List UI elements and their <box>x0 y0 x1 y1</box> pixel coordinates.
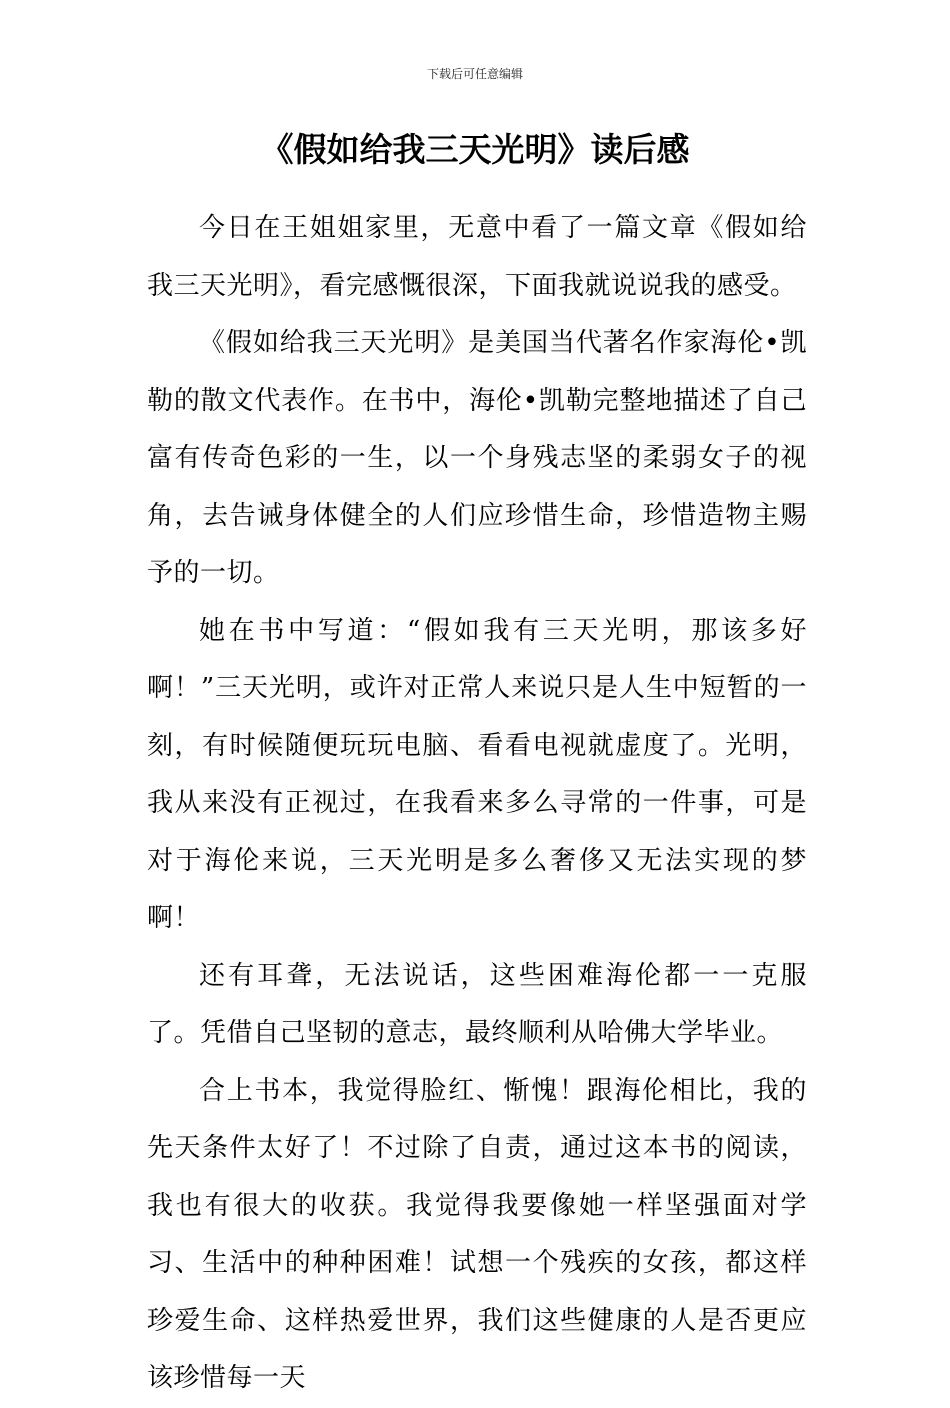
paragraph-1: 今日在王姐姐家里，无意中看了一篇文章《假如给我三天光明》，看完感慨很深，下面我就说说我的感受。 <box>147 213 807 301</box>
paragraph-5: 合上书本，我觉得脸红、惭愧！跟海伦相比，我的先天条件太好了！不过除了自责，通过这本书的阅读，我也有很大的收获。我觉得我要像她一样坚强面对学习、生活中的种种困难！试想一个残疾的女孩，都这样珍爱生命、这样热爱世界，我们这些健康的人是否更应该珍惜每一天 <box>147 1075 807 1393</box>
document-body <box>147 200 807 1408</box>
document-title: 《假如给我三天光明》读后感 <box>260 130 690 169</box>
paragraph-2: 《假如给我三天光明》是美国当代著名作家海伦•凯勒的散文代表作。在书中，海伦•凯勒完整地描述了自己富有传奇色彩的一生，以一个身残志坚的柔弱女子的视角，去告诫身体健全的人们应珍惜生命，珍惜造物主赐予的一切。 <box>147 328 807 588</box>
paragraph-4: 还有耳聋，无法说话，这些困难海伦都一一克服了。凭借自己坚韧的意志，最终顺利从哈佛大学毕业。 <box>147 960 807 1048</box>
paragraph-3: 她在书中写道：“假如我有三天光明，那该多好啊！”三天光明，或许对正常人来说只是人生中短暂的一刻，有时候随便玩玩电脑、看看电视就虚度了。光明，我从来没有正视过，在我看来多么寻常的一件事，可是对于海伦来说，三天光明是多么奢侈又无法实现的梦啊！ <box>147 615 807 933</box>
page-header-note: 下载后可任意编辑 <box>426 67 523 81</box>
